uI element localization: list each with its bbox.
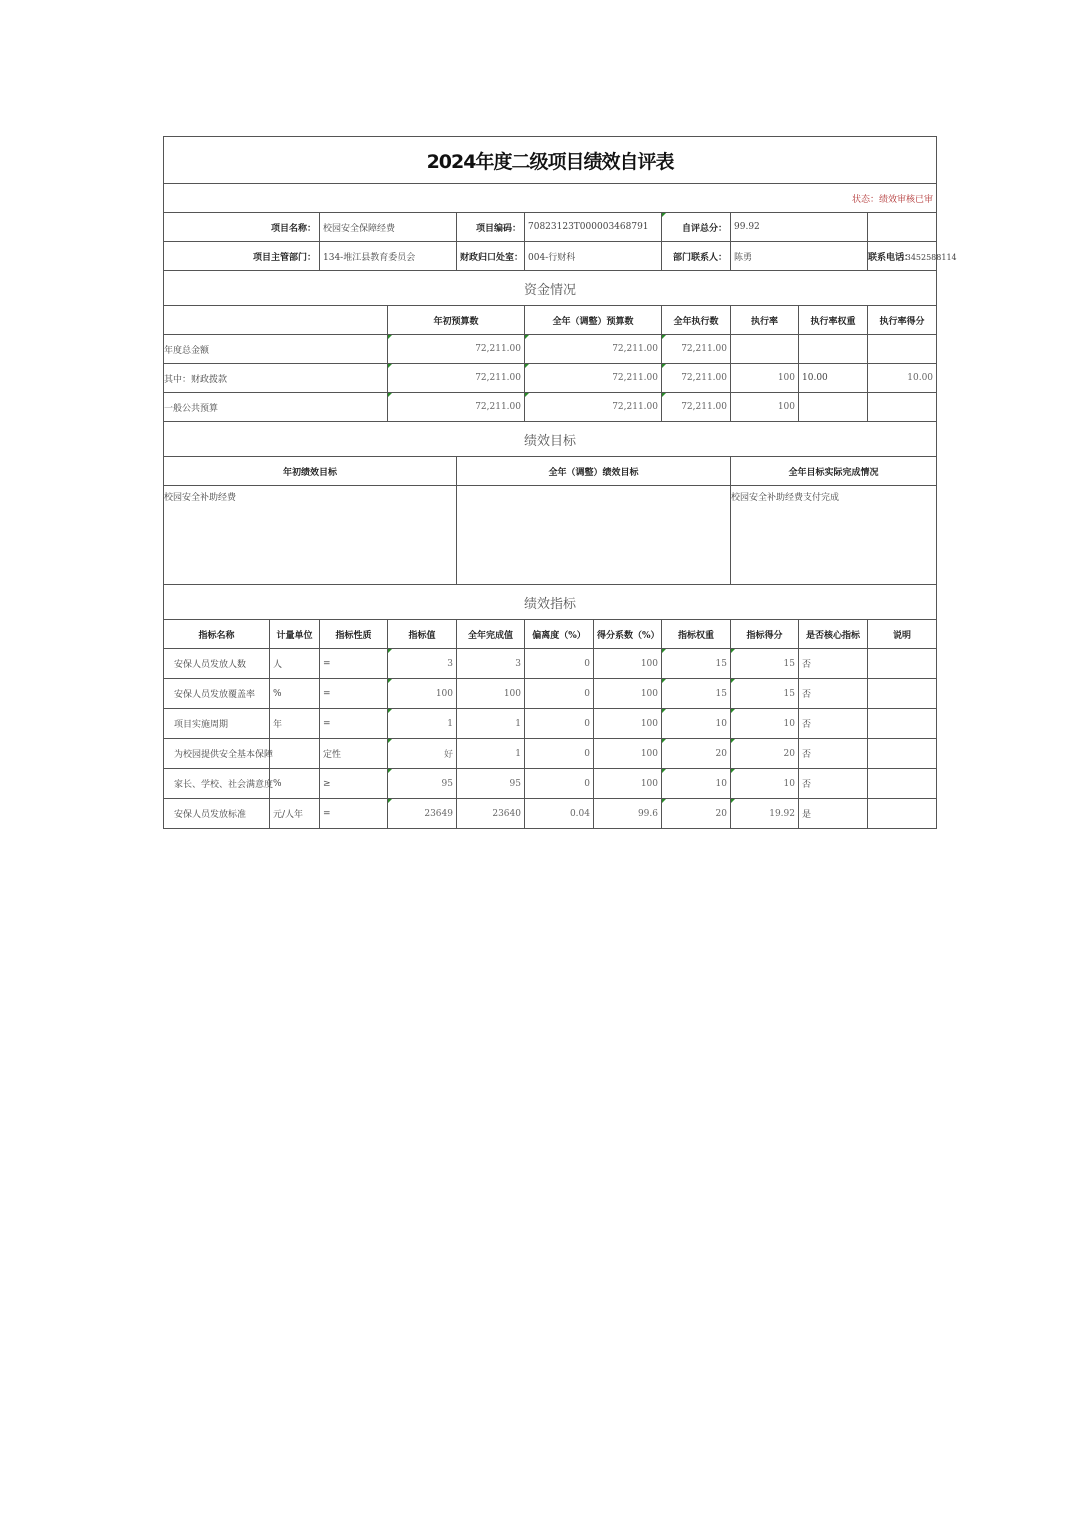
goals-header: 全年（调整）绩效目标 — [457, 457, 731, 486]
indicator-header: 得分系数（%） — [594, 620, 662, 649]
goal-actual: 校园安全补助经费支付完成 — [731, 486, 937, 585]
indicator-row — [164, 799, 937, 829]
indicator-done: 95 — [457, 769, 525, 799]
project-name-label: 项目名称： — [164, 213, 320, 242]
page-title: 2024年度二级项目绩效自评表 — [164, 137, 937, 184]
contact-value: 陈勇 — [731, 242, 868, 271]
funds-score — [868, 335, 937, 364]
indicator-note — [868, 739, 937, 769]
indicator-header: 全年完成值 — [457, 620, 525, 649]
indicator-core: 是 — [799, 799, 868, 829]
funds-score: 10.00 — [868, 364, 937, 393]
indicator-target: 3 — [388, 649, 457, 679]
indicator-name: 安保人员发放人数 — [164, 649, 270, 679]
indicator-row — [164, 649, 937, 679]
funds-weight — [799, 393, 868, 422]
indicator-header: 计量单位 — [270, 620, 320, 649]
phone-label: 联系电话： — [868, 252, 914, 263]
score-value: 99.92 — [731, 213, 868, 242]
indicator-note — [868, 769, 937, 799]
funds-row-name: 年度总金额 — [164, 335, 388, 364]
goals-header: 全年目标实际完成情况 — [731, 457, 937, 486]
dept-label: 项目主管部门： — [164, 242, 320, 271]
indicator-done: 3 — [457, 649, 525, 679]
indicator-name: 为校园提供安全基本保障 — [164, 739, 270, 769]
funds-row-name: 一般公共预算 — [164, 393, 388, 422]
indicator-score: 10 — [731, 709, 799, 739]
indicator-header: 是否核心指标 — [799, 620, 868, 649]
indicator-header: 指标权重 — [662, 620, 731, 649]
dept-value: 134-堆江县教育委员会 — [320, 242, 457, 271]
empty-cell — [868, 213, 937, 242]
project-name-value: 校园安全保障经费 — [320, 213, 457, 242]
indicator-done: 100 — [457, 679, 525, 709]
indicator-core: 否 — [799, 739, 868, 769]
indicator-score: 19.92 — [731, 799, 799, 829]
indicator-deviation: 0 — [525, 769, 594, 799]
indicator-deviation: 0 — [525, 709, 594, 739]
indicator-name: 安保人员发放标准 — [164, 799, 270, 829]
funds-row — [164, 364, 937, 393]
indicator-note — [868, 799, 937, 829]
indicator-nature: = — [320, 709, 388, 739]
indicator-score: 10 — [731, 769, 799, 799]
indicator-core: 否 — [799, 649, 868, 679]
indicators-section-title: 绩效指标 — [164, 585, 937, 620]
evaluation-sheet — [163, 136, 957, 829]
funds-rate: 100 — [731, 364, 799, 393]
indicator-core: 否 — [799, 709, 868, 739]
phone-cell — [868, 242, 957, 271]
funds-executed: 72,211.00 — [662, 393, 731, 422]
indicator-rows — [164, 649, 937, 829]
funds-header — [164, 306, 388, 335]
indicator-unit: 人 — [270, 649, 320, 679]
indicator-unit: 年 — [270, 709, 320, 739]
funds-header: 执行率权重 — [799, 306, 868, 335]
goals-header: 年初绩效目标 — [164, 457, 457, 486]
indicator-header: 指标得分 — [731, 620, 799, 649]
indicator-note — [868, 709, 937, 739]
indicator-target: 100 — [388, 679, 457, 709]
indicator-score: 15 — [731, 649, 799, 679]
indicator-weight: 15 — [662, 679, 731, 709]
indicator-name: 安保人员发放覆盖率 — [164, 679, 270, 709]
indicator-coefficient: 100 — [594, 679, 662, 709]
funds-header: 全年执行数 — [662, 306, 731, 335]
indicator-weight: 10 — [662, 769, 731, 799]
indicator-deviation: 0 — [525, 679, 594, 709]
indicator-coefficient: 100 — [594, 649, 662, 679]
indicator-header: 指标值 — [388, 620, 457, 649]
indicator-unit: 元/人年 — [270, 799, 320, 829]
indicator-row — [164, 769, 937, 799]
funds-initial: 72,211.00 — [388, 393, 525, 422]
indicator-header: 指标性质 — [320, 620, 388, 649]
indicator-header: 偏离度（%） — [525, 620, 594, 649]
indicator-note — [868, 679, 937, 709]
indicator-deviation: 0.04 — [525, 799, 594, 829]
funds-row-name: 其中：财政拨款 — [164, 364, 388, 393]
indicator-target: 1 — [388, 709, 457, 739]
indicator-row — [164, 709, 937, 739]
indicator-name: 家长、学校、社会满意度 — [164, 769, 270, 799]
phone-value: 13452588114 — [900, 252, 957, 262]
score-label: 自评总分： — [662, 213, 731, 242]
indicator-nature: = — [320, 649, 388, 679]
contact-label: 部门联系人： — [662, 242, 731, 271]
funds-executed: 72,211.00 — [662, 335, 731, 364]
funds-executed: 72,211.00 — [662, 364, 731, 393]
project-code-value: 70823123T000003468791 — [525, 213, 662, 242]
indicator-target: 95 — [388, 769, 457, 799]
indicator-target: 23649 — [388, 799, 457, 829]
indicator-core: 否 — [799, 679, 868, 709]
indicator-unit — [270, 739, 320, 769]
funds-weight — [799, 335, 868, 364]
funds-adjusted: 72,211.00 — [525, 335, 662, 364]
indicator-score: 15 — [731, 679, 799, 709]
funds-row — [164, 393, 937, 422]
indicator-unit: % — [270, 679, 320, 709]
indicator-header: 指标名称 — [164, 620, 270, 649]
indicator-weight: 10 — [662, 709, 731, 739]
indicator-unit: % — [270, 769, 320, 799]
indicator-name: 项目实施周期 — [164, 709, 270, 739]
funds-rate — [731, 335, 799, 364]
indicator-weight: 20 — [662, 739, 731, 769]
funds-header: 执行率得分 — [868, 306, 937, 335]
indicator-done: 1 — [457, 739, 525, 769]
goals-section-title: 绩效目标 — [164, 422, 937, 457]
indicator-done: 1 — [457, 709, 525, 739]
indicator-nature: ≥ — [320, 769, 388, 799]
finance-label: 财政归口处室： — [457, 242, 525, 271]
indicator-coefficient: 100 — [594, 739, 662, 769]
indicator-score: 20 — [731, 739, 799, 769]
indicator-coefficient: 100 — [594, 709, 662, 739]
indicator-header: 说明 — [868, 620, 937, 649]
funds-adjusted: 72,211.00 — [525, 364, 662, 393]
funds-adjusted: 72,211.00 — [525, 393, 662, 422]
finance-value: 004-行财科 — [525, 242, 662, 271]
funds-score — [868, 393, 937, 422]
status-text: 状态：绩效审核已审 — [164, 184, 937, 213]
funds-header: 全年（调整）预算数 — [525, 306, 662, 335]
funds-initial: 72,211.00 — [388, 364, 525, 393]
indicator-core: 否 — [799, 769, 868, 799]
funds-section-title: 资金情况 — [164, 271, 937, 306]
funds-initial: 72,211.00 — [388, 335, 525, 364]
indicator-deviation: 0 — [525, 739, 594, 769]
indicator-done: 23640 — [457, 799, 525, 829]
funds-header: 年初预算数 — [388, 306, 525, 335]
project-code-label: 项目编码： — [457, 213, 525, 242]
goal-adjusted — [457, 486, 731, 585]
indicator-coefficient: 100 — [594, 769, 662, 799]
goal-initial: 校园安全补助经费 — [164, 486, 457, 585]
funds-row — [164, 335, 937, 364]
indicator-row — [164, 739, 937, 769]
indicator-nature: 定性 — [320, 739, 388, 769]
funds-weight: 10.00 — [799, 364, 868, 393]
funds-header: 执行率 — [731, 306, 799, 335]
funds-rate: 100 — [731, 393, 799, 422]
indicator-target: 好 — [388, 739, 457, 769]
evaluation-table — [163, 136, 957, 829]
indicator-nature: = — [320, 679, 388, 709]
indicator-note — [868, 649, 937, 679]
indicator-row — [164, 679, 937, 709]
indicator-weight: 20 — [662, 799, 731, 829]
indicator-deviation: 0 — [525, 649, 594, 679]
indicator-weight: 15 — [662, 649, 731, 679]
indicator-nature: = — [320, 799, 388, 829]
indicator-coefficient: 99.6 — [594, 799, 662, 829]
